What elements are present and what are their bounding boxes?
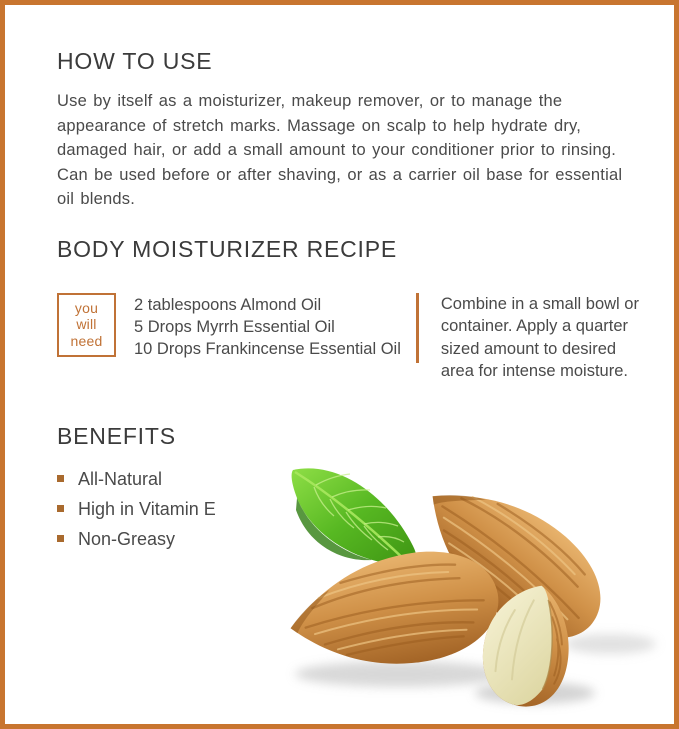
need-box-line: you — [74, 299, 99, 316]
how-to-use-body: Use by itself as a moisturizer, makeup remover, or to manage the appearance of stretch marks. Massage on scalp to help hydrate dry, damaged hair, or add a small amount to your conditioner prior to rinsing. Can be used before or after shaving, or as a carrier oil base for essential oil blends. — [57, 92, 623, 208]
ingredient-item: 10 Drops Frankincense Essential Oil — [134, 339, 401, 358]
ingredient-item: 5 Drops Myrrh Essential Oil — [134, 317, 335, 336]
benefit-label: Non-Greasy — [78, 528, 176, 549]
ingredient-item: 2 tablespoons Almond Oil — [134, 295, 322, 314]
how-to-use-title: HOW TO USE — [57, 48, 213, 74]
benefit-label: High in Vitamin E — [78, 498, 216, 519]
recipe-row — [57, 293, 674, 383]
need-box-line: need — [70, 332, 103, 349]
you-will-need-box — [57, 293, 116, 357]
ingredient-list — [134, 294, 401, 360]
benefits-title: BENEFITS — [57, 422, 176, 449]
square-bullet-icon — [57, 535, 64, 542]
recipe-instructions: Combine in a small bowl or container. Apply a quarter sized amount to desired area for intense moisture. — [440, 294, 639, 380]
almonds-illustration — [280, 452, 677, 717]
benefit-label: All-Natural — [78, 468, 163, 489]
vertical-divider — [416, 293, 419, 363]
leaf — [292, 468, 417, 565]
recipe-title: BODY MOISTURIZER RECIPE — [57, 235, 398, 262]
need-box-line: will — [76, 316, 97, 333]
square-bullet-icon — [57, 505, 64, 512]
square-bullet-icon — [57, 475, 64, 482]
